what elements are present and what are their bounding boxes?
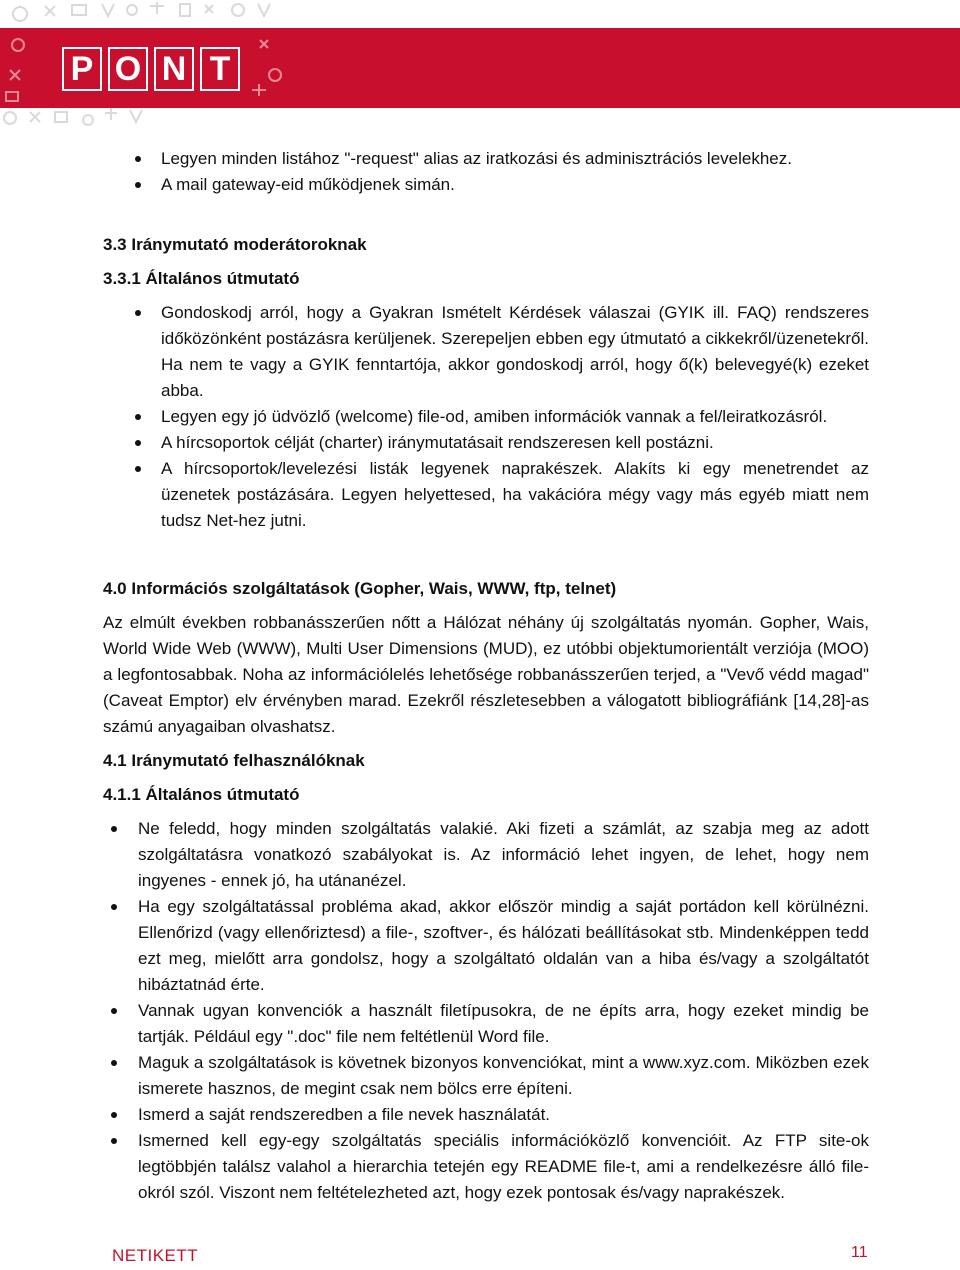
pont-logo <box>62 47 240 93</box>
subsection-heading-4-1-1: 4.1.1 Általános útmutató <box>103 785 300 804</box>
page-content <box>103 146 869 1206</box>
footer-title: NETIKETT <box>112 1246 199 1265</box>
bullet-icon <box>135 440 141 446</box>
bullet-icon <box>111 1008 117 1014</box>
list-item: A hírcsoportok célját (charter) iránymutatásait rendszeresen kell postázni. <box>103 430 869 456</box>
logo-letter: O <box>108 47 148 91</box>
bullet-icon <box>111 904 117 910</box>
bullet-icon <box>111 826 117 832</box>
user-bullet-list <box>103 816 869 1206</box>
section-heading-4-1: 4.1 Iránymutató felhasználóknak <box>103 751 365 770</box>
bullet-icon <box>135 466 141 472</box>
list-item: Maguk a szolgáltatások is követnek bizonyos konvenciókat, mint a www.xyz.com. Miközben ezek ismerete hasznos, de megint csak nem bölcs erre építeni. <box>103 1050 869 1102</box>
bullet-icon <box>111 1112 117 1118</box>
logo-letter: P <box>62 47 102 91</box>
list-item: Ne feledd, hogy minden szolgáltatás valakié. Aki fizeti a számlát, az szabja meg az adott szolgáltatásra vonatkozó szabályokat is. Az információ lehet ingyen, de lehet, hogy nem ingyenes - ennek jó, ha utánanézel. <box>103 816 869 894</box>
page-number: 11 <box>851 1244 868 1261</box>
list-item: Ha egy szolgáltatással probléma akad, akkor először mindig a saját portádon kell körülnézni. Ellenőrizd (vagy ellenőriztesd) a file-, szoftver-, és hálózati beállításokat stb. Mindenképpen tedd ezt meg, mielőtt arra gondolsz, hogy a szolgáltató oldalán van a hiba és/vagy a szolgáltatót hibáztatnád érte. <box>103 894 869 998</box>
list-item: Legyen egy jó üdvözlő (welcome) file-od, amiben információk vannak a fel/leiratkozásról. <box>103 404 869 430</box>
list-item: A mail gateway-eid működjenek simán. <box>103 172 869 198</box>
moderator-bullet-list <box>103 300 869 534</box>
list-item: Ismerd a saját rendszeredben a file nevek használatát. <box>103 1102 869 1128</box>
logo-letter: T <box>200 47 240 91</box>
list-item: Gondoskodj arról, hogy a Gyakran Ismételt Kérdések válaszai (GYIK ill. FAQ) rendszeres időközönként postázásra kerüljenek. Szerepeljen ebben egy útmutató a cikkekről/üzenetekről. Ha nem te vagy a GYIK fenntartója, akkor gondoskodj arról, hogy ő(k) belevegyé(k) ezeket abba. <box>103 300 869 404</box>
list-item: Legyen minden listához "-request" alias az iratkozási és adminisztrációs levelekhez. <box>103 146 869 172</box>
bullet-icon <box>111 1138 117 1144</box>
list-item: A hírcsoportok/levelezési listák legyenek naprakészek. Alakíts ki egy menetrendet az üzenetek postázására. Legyen helyettesed, ha vakációra mégy vagy más egyéb miatt nem tudsz Net-hez jutni. <box>103 456 869 534</box>
bullet-icon <box>135 310 141 316</box>
list-item: Ismerned kell egy-egy szolgáltatás speciális információközlő konvencióit. Az FTP site-ok legtöbbjén találsz valahol a hierarchia tetején egy README file-t, ami a rendelkezésre álló file-okról szól. Viszont nem feltételezheted azt, hogy ezek pontosak és/vagy naprakészek. <box>103 1128 869 1206</box>
section-heading-4-0: 4.0 Információs szolgáltatások (Gopher, Wais, WWW, ftp, telnet) <box>103 579 617 598</box>
bullet-icon <box>135 182 141 188</box>
logo-letter: N <box>154 47 194 91</box>
bullet-icon <box>111 1060 117 1066</box>
intro-bullet-list <box>103 146 869 198</box>
section-4-0-paragraph: Az elmúlt években robbanásszerűen nőtt a Hálózat néhány új szolgáltatás nyomán. Gopher, Wais, World Wide Web (WWW), Multi User Dimensions (MUD), ez utóbbi objektumorientált verziója (MOO) a legfontosabbak. Noha az információlelés lehetősége robbanásszerűen terjed, a "Vevő védd magad" (Caveat Emptor) elv érvényben marad. Ezekről részletesebben a válogatott bibliográfiánk [14,28]-as számú anyagaiban olvashatsz. <box>103 613 869 736</box>
bullet-icon <box>135 156 141 162</box>
list-item: Vannak ugyan konvenciók a használt filetípusokra, de ne építs arra, hogy ezeket mindig be tartják. Például egy ".doc" file nem feltétlenül Word file. <box>103 998 869 1050</box>
subsection-heading-3-3-1: 3.3.1 Általános útmutató <box>103 269 300 288</box>
bullet-icon <box>135 414 141 420</box>
section-heading-3-3: 3.3 Iránymutató moderátoroknak <box>103 235 367 254</box>
